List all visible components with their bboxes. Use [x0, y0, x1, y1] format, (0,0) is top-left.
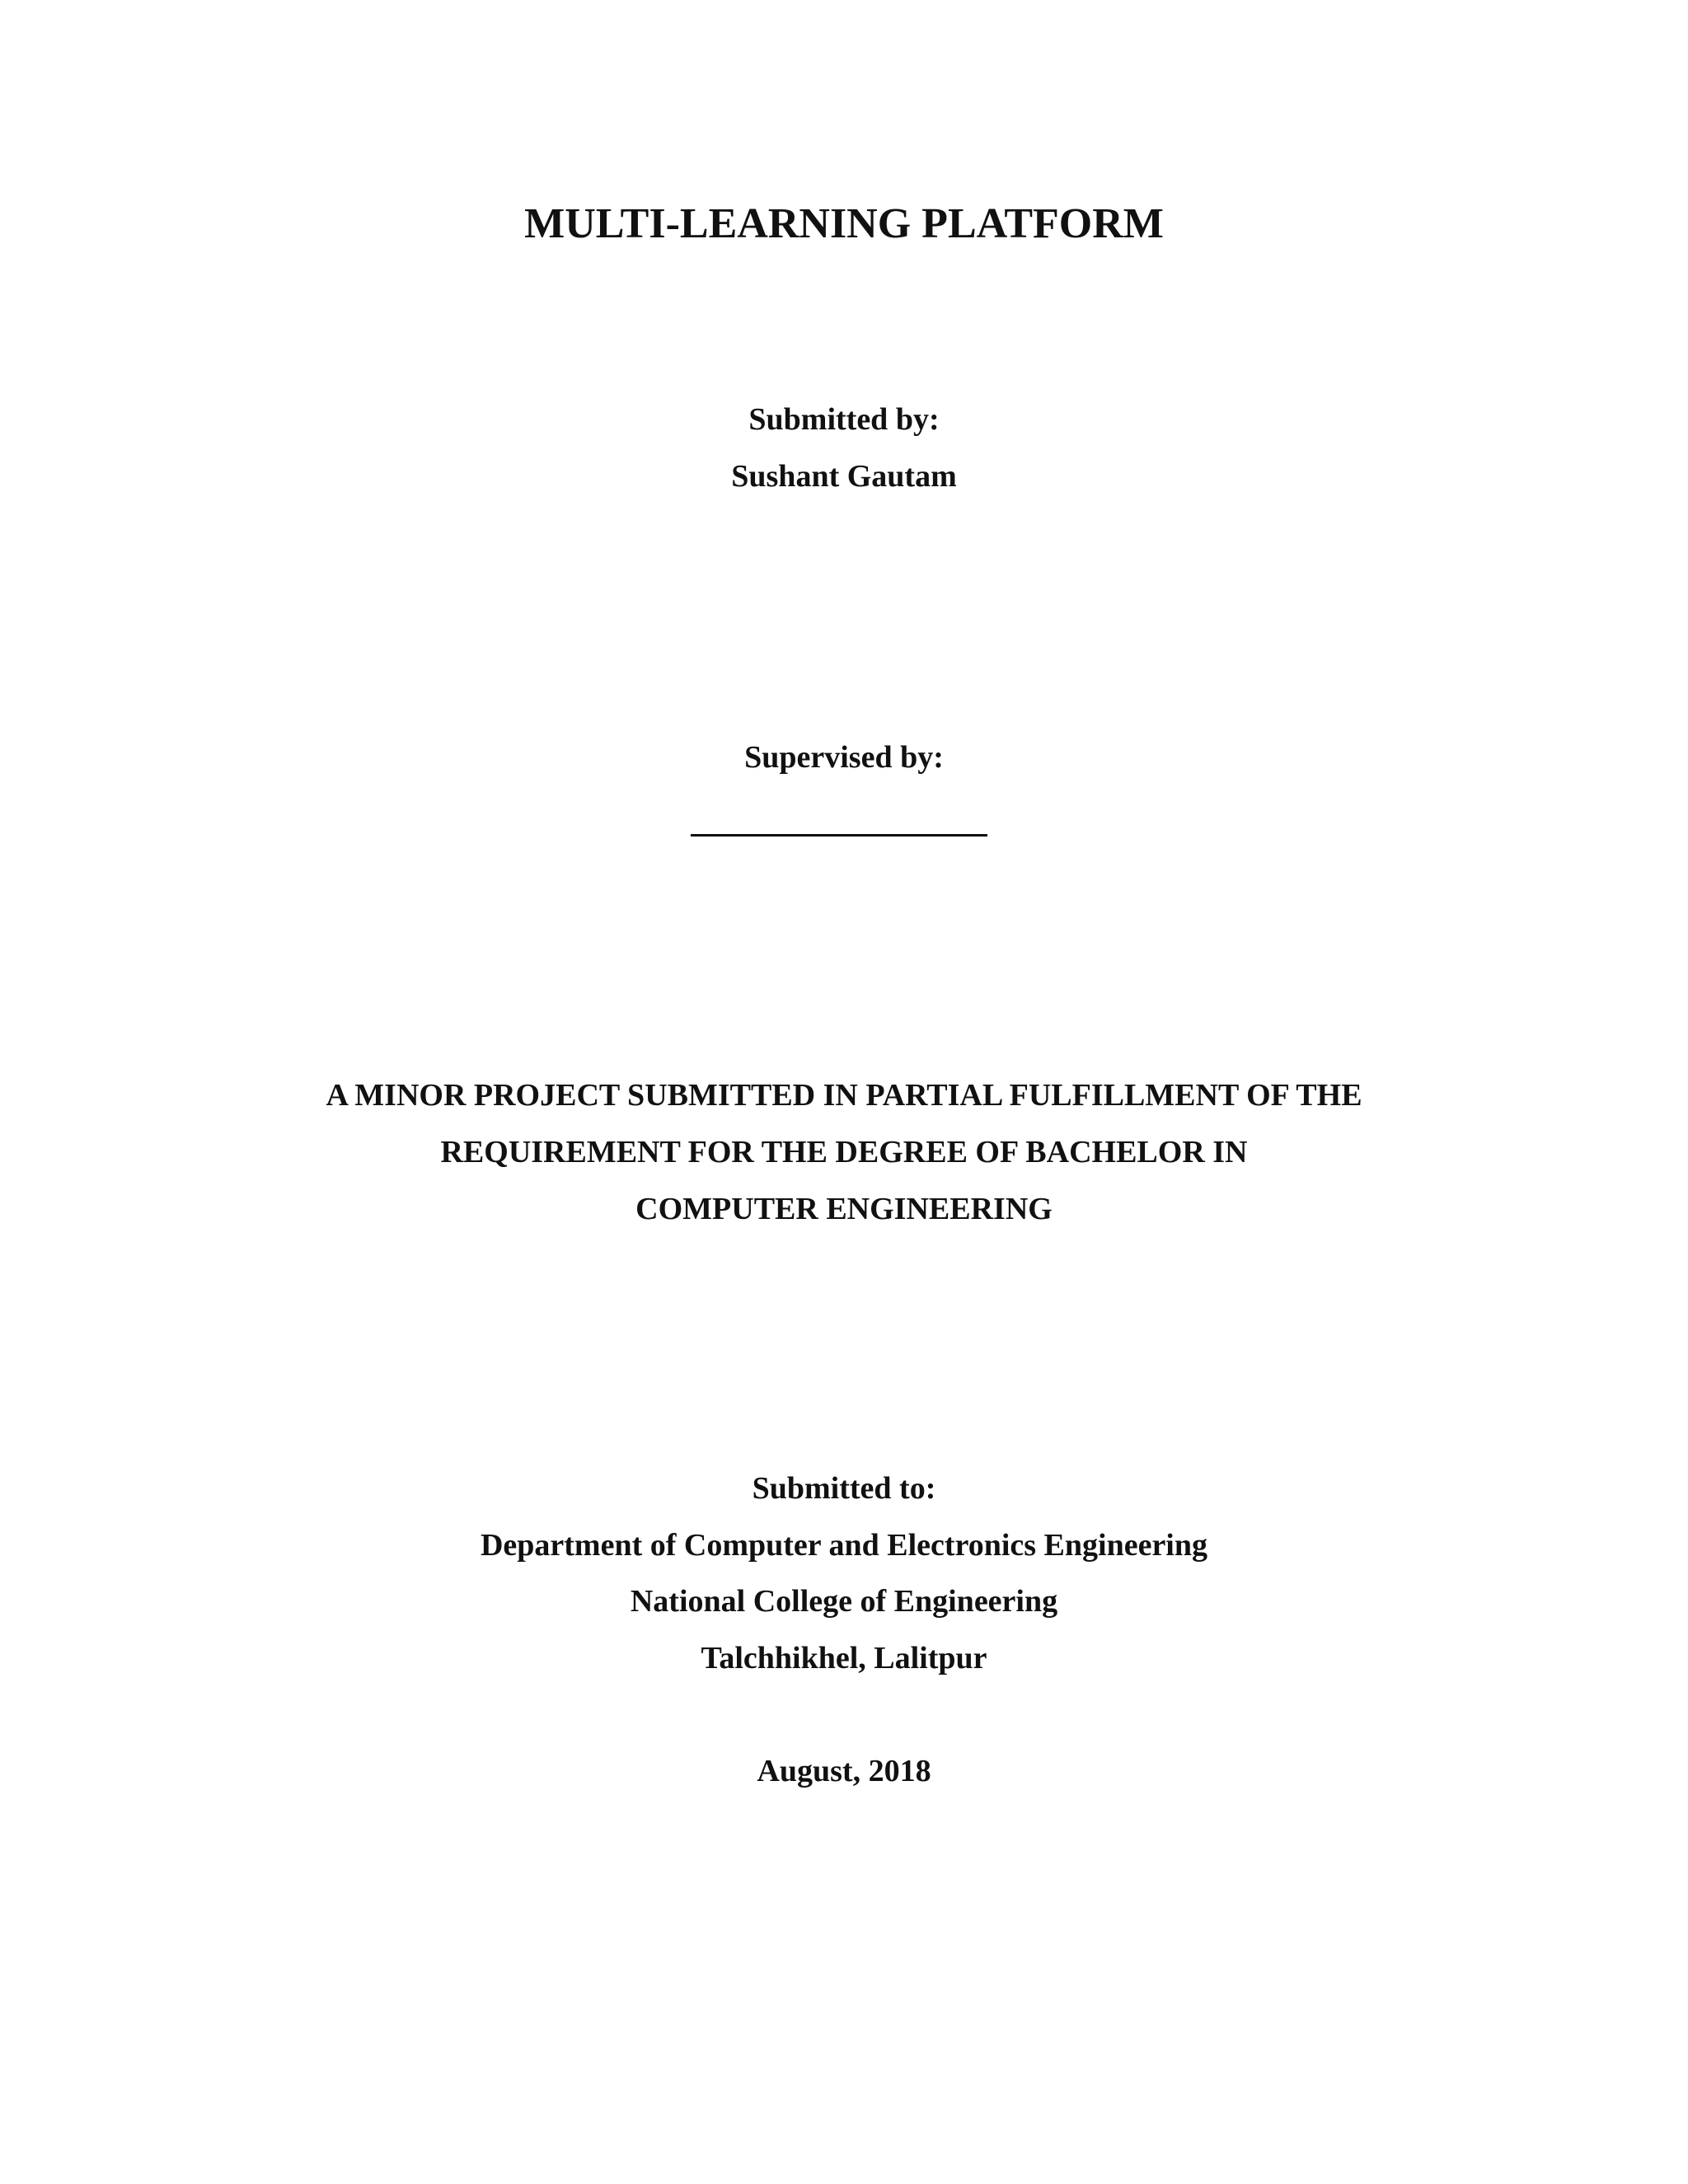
page-title: MULTI-LEARNING PLATFORM — [524, 200, 1164, 247]
college-location: Talchhikhel, Lalitpur — [701, 1641, 987, 1675]
statement-line-2: REQUIREMENT FOR THE DEGREE OF BACHELOR IN — [440, 1135, 1248, 1169]
submission-date: August, 2018 — [757, 1754, 931, 1788]
author-name: Sushant Gautam — [731, 459, 957, 494]
department-name: Department of Computer and Electronics Engineering — [480, 1528, 1208, 1563]
college-name: National College of Engineering — [630, 1584, 1058, 1619]
supervisor-signature-line — [691, 834, 987, 837]
statement-line-1: A MINOR PROJECT SUBMITTED IN PARTIAL FULFILLMENT OF THE — [326, 1078, 1362, 1113]
submitted-to-label: Submitted to: — [752, 1471, 936, 1506]
supervised-by-label: Supervised by: — [744, 740, 944, 775]
submitted-by-label: Submitted by: — [748, 402, 940, 437]
statement-line-3: COMPUTER ENGINEERING — [635, 1192, 1053, 1226]
